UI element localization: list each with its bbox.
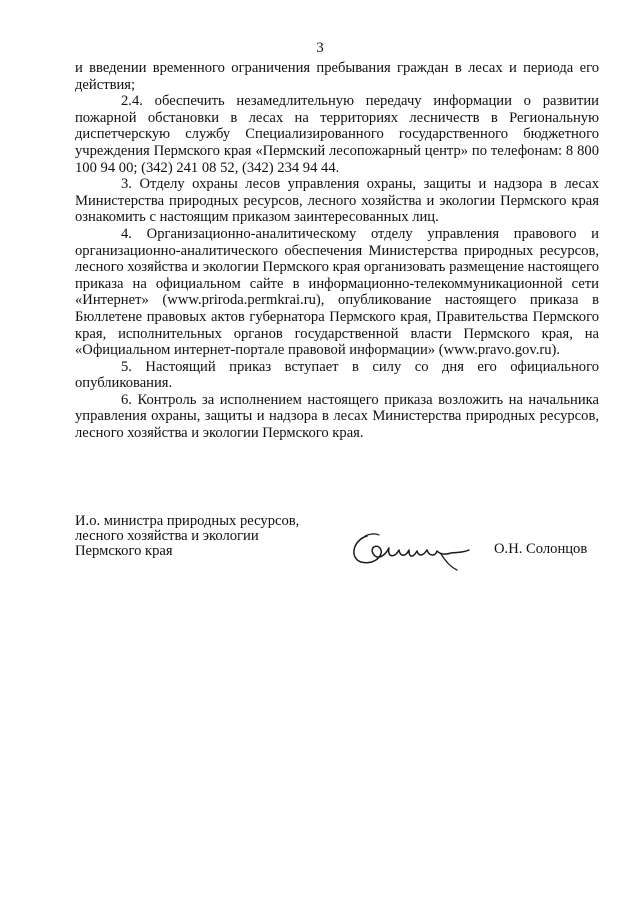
signatory-position-line: Пермского края bbox=[75, 543, 173, 559]
paragraph-3: 3. Отделу охраны лесов управления охраны, защиты и надзора в лесах Министерства природных ресурсов, лесного хозяйства и экологии Пермского края ознакомить с настоящим приказом заинтересованных лиц. bbox=[75, 176, 599, 226]
paragraph-5: 5. Настоящий приказ вступает в силу со дня его официального опубликования. bbox=[75, 358, 599, 392]
paragraph-continuation: и введении временного ограничения пребывания граждан в лесах и периода его действия; bbox=[75, 60, 599, 93]
signatory-position bbox=[75, 514, 299, 559]
handwritten-signature bbox=[345, 524, 475, 574]
signer-name: О.Н. Солонцов bbox=[494, 541, 588, 557]
signatory-position-line: И.о. министра природных ресурсов, bbox=[75, 513, 300, 529]
page-number: 3 bbox=[316, 40, 324, 56]
paragraph-2-4: 2.4. обеспечить незамедлительную передачу информации о развитии пожарной обстановки в лесах на территориях лесничеств в Региональную диспетчерскую службу Специализированного государственного бюджетного учреждения Пермского края «Пермский лесопожарный центр» по телефонам: 8 800 100 94 00; (342) 241 08 52, (342) 234 94 44. bbox=[75, 93, 599, 176]
document-body bbox=[75, 60, 599, 442]
paragraph-4: 4. Организационно-аналитическому отделу управления правового и организационно-аналитического обеспечения Министерства природных ресурсов, лесного хозяйства и экологии Пермского края организовать размещение настоящего приказа на официальном сайте в информационно-телекоммуникационной сети «Интернет» (www.priroda.permkrai.ru), опубликование настоящего приказа в Бюллетене правовых актов губернатора Пермского края, Правительства Пермского края, исполнительных органов государственной власти Пермского края, на «Официальном интернет-портале правовой информации» (www.pravo.gov.ru). bbox=[75, 225, 599, 359]
paragraph-6: 6. Контроль за исполнением настоящего приказа возложить на начальника управления охраны, защиты и надзора в лесах Министерства природных ресурсов, лесного хозяйства и экологии Пермского края. bbox=[75, 391, 599, 442]
signatory-position-line: лесного хозяйства и экологии bbox=[75, 528, 259, 544]
